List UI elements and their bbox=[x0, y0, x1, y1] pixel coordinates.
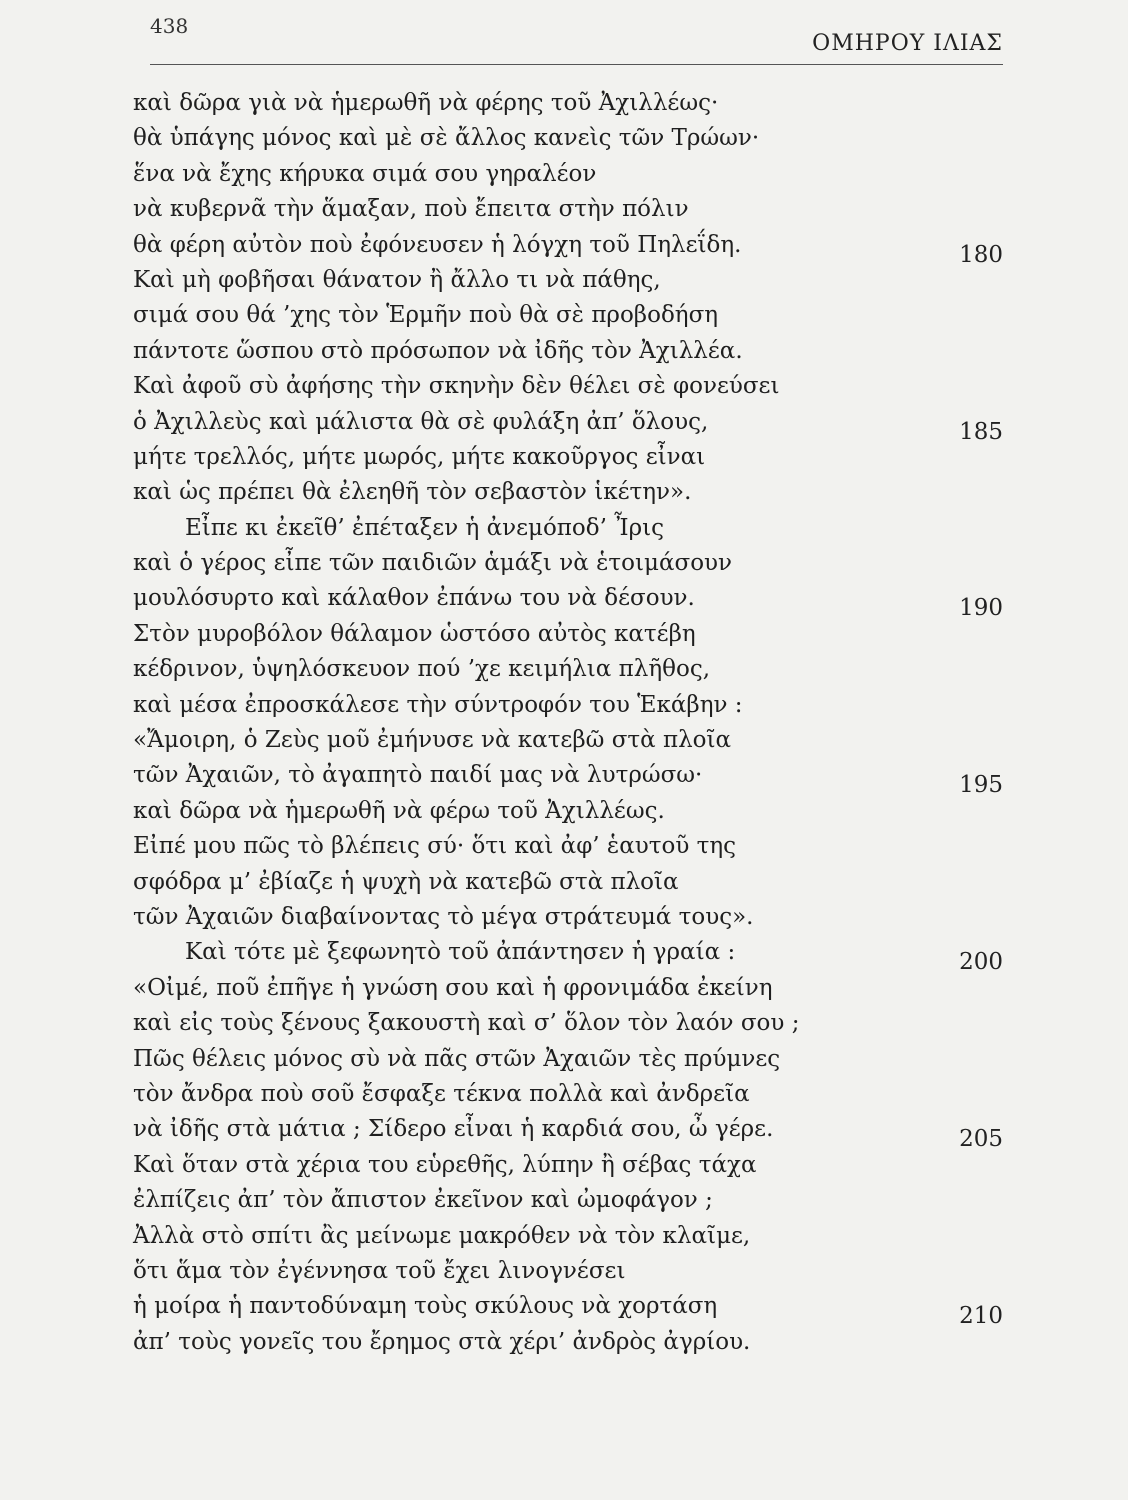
verse-row bbox=[133, 334, 1003, 369]
verse-line: ἐλπίζεις ἀπ’ τὸν ἄπιστον ἐκεῖνον καὶ ὠμοφάγον ; bbox=[133, 1187, 713, 1214]
verse-row bbox=[133, 688, 1003, 723]
verse-line: νὰ ἰδῆς στὰ μάτια ; Σίδερο εἶναι ἡ καρδιά σου, ὦ γέρε. bbox=[133, 1116, 774, 1143]
verse-line: κέδρινον, ὑψηλόσκευον πού ’χε κειμήλια πλῆθος, bbox=[133, 656, 711, 683]
verse-row bbox=[133, 121, 1003, 156]
verse-line: καὶ δῶρα νὰ ἡμερωθῆ νὰ φέρω τοῦ Ἀχιλλέως. bbox=[133, 797, 665, 824]
verse-row bbox=[133, 617, 1003, 652]
verse-line: Πῶς θέλεις μόνος σὺ νὰ πᾶς στῶν Ἀχαιῶν τὲς πρύμνες bbox=[133, 1045, 781, 1072]
verse-row bbox=[133, 546, 1003, 581]
verse-line: Καὶ τότε μὲ ξεφωνητὸ τοῦ ἀπάντησεν ἡ γραία : bbox=[185, 939, 736, 966]
line-number: 190 bbox=[959, 595, 1003, 622]
verse-row bbox=[133, 900, 1003, 935]
verse-row bbox=[133, 228, 1003, 268]
line-number: 205 bbox=[959, 1126, 1003, 1153]
verse-line: Στὸν μυροβόλον θάλαμον ὡστόσο αὐτὸς κατέβη bbox=[133, 620, 696, 647]
verse-row bbox=[133, 1325, 1003, 1360]
verse-line: θὰ ὑπάγης μόνος καὶ μὲ σὲ ἄλλος κανεὶς τῶν Τρώων· bbox=[133, 125, 760, 152]
verse-line: πάντοτε ὥσπου στὸ πρόσωπον νὰ ἰδῆς τὸν Ἀχιλλέα. bbox=[133, 337, 743, 364]
verse-row bbox=[133, 581, 1003, 622]
page-number: 438 bbox=[150, 14, 189, 38]
verse-line: Καὶ ὅταν στὰ χέρια του εὑρεθῆς, λύπην ἢ σέβας τάχα bbox=[133, 1151, 757, 1178]
verse-row bbox=[133, 794, 1003, 829]
header-rule bbox=[150, 64, 1003, 65]
verse-line: σιμά σου θά ’χης τὸν Ἑρμῆν ποὺ θὰ σὲ προβοδήση bbox=[133, 302, 719, 329]
verse-line: ἡ μοίρα ἡ παντοδύναμη τοὺς σκύλους νὰ χορτάση bbox=[133, 1293, 718, 1320]
verse-text-block bbox=[133, 86, 1003, 1360]
verse-row bbox=[133, 405, 1003, 445]
verse-line: τὸν ἄνδρα ποὺ σοῦ ἔσφαξε τέκνα πολλὰ καὶ ἀνδρεῖα bbox=[133, 1080, 750, 1107]
line-number: 180 bbox=[959, 241, 1003, 268]
verse-line: ὁ Ἀχιλλεὺς καὶ μάλιστα θὰ σὲ φυλάξη ἀπ’ ὅλους, bbox=[133, 408, 709, 435]
verse-row bbox=[133, 511, 1003, 546]
verse-line: Καὶ ἀφοῦ σὺ ἀφήσης τὴν σκηνὴν δὲν θέλει σὲ φονεύσει bbox=[133, 373, 780, 400]
verse-row bbox=[133, 1077, 1003, 1112]
verse-row bbox=[133, 86, 1003, 121]
verse-line: καὶ δῶρα γιὰ νὰ ἡμερωθῆ νὰ φέρης τοῦ Ἀχιλλέως· bbox=[133, 90, 719, 116]
verse-row bbox=[133, 829, 1003, 864]
verse-row bbox=[133, 1254, 1003, 1289]
line-number: 200 bbox=[959, 949, 1003, 976]
line-number: 195 bbox=[959, 772, 1003, 799]
verse-row bbox=[133, 298, 1003, 333]
verse-line: καὶ εἰς τοὺς ξένους ξακουστὴ καὶ σ’ ὅλον τὸν λαόν σου ; bbox=[133, 1010, 800, 1037]
verse-line: τῶν Ἀχαιῶν διαβαίνοντας τὸ μέγα στράτευμά τους». bbox=[133, 903, 754, 930]
verse-line: ὅτι ἅμα τὸν ἐγέννησα τοῦ ἔχει λινογνέσει bbox=[133, 1257, 626, 1284]
verse-row bbox=[133, 1006, 1003, 1041]
verse-line: Καὶ μὴ φοβῆσαι θάνατον ἢ ἄλλο τι νὰ πάθης, bbox=[133, 266, 661, 293]
verse-line: Εἶπε κι ἐκεῖθ’ ἐπέταξεν ἡ ἀνεμόποδ’ Ἶρις bbox=[185, 514, 664, 541]
verse-row bbox=[133, 369, 1003, 404]
verse-row bbox=[133, 1112, 1003, 1153]
verse-line: θὰ φέρη αὐτὸν ποὺ ἐφόνευσεν ἡ λόγχη τοῦ Πηλεΐδη. bbox=[133, 231, 742, 258]
running-head: ΟΜΗΡΟΥ ΙΛΙΑΣ bbox=[812, 31, 1003, 56]
verse-row bbox=[133, 440, 1003, 475]
verse-row bbox=[133, 935, 1003, 976]
verse-line: Εἰπέ μου πῶς τὸ βλέπεις σύ· ὅτι καὶ ἀφ’ ἑαυτοῦ της bbox=[133, 833, 737, 860]
verse-line: ἕνα νὰ ἔχης κήρυκα σιμά σου γηραλέον bbox=[133, 160, 597, 187]
verse-row bbox=[133, 758, 1003, 799]
verse-row bbox=[133, 1183, 1003, 1218]
verse-row bbox=[133, 1042, 1003, 1077]
verse-line: μήτε τρελλός, μήτε μωρός, μήτε κακοῦργος εἶναι bbox=[133, 443, 706, 470]
verse-line: «Οἰμέ, ποῦ ἐπῆγε ἡ γνώση σου καὶ ἡ φρονιμάδα ἐκείνη bbox=[133, 974, 773, 1001]
verse-line: μουλόσυρτο καὶ κάλαθον ἐπάνω του νὰ δέσουν. bbox=[133, 585, 695, 612]
verse-line: Ἀλλὰ στὸ σπίτι ἂς μείνωμε μακρόθεν νὰ τὸν κλαῖμε, bbox=[133, 1222, 751, 1249]
verse-row bbox=[133, 865, 1003, 900]
verse-row bbox=[133, 723, 1003, 758]
verse-row bbox=[133, 1289, 1003, 1330]
verse-row bbox=[133, 1219, 1003, 1254]
verse-row bbox=[133, 971, 1003, 1006]
verse-row bbox=[133, 157, 1003, 192]
verse-line: καὶ ὁ γέρος εἶπε τῶν παιδιῶν ἁμάξι νὰ ἑτοιμάσουν bbox=[133, 550, 732, 577]
verse-row bbox=[133, 475, 1003, 510]
verse-line: σφόδρα μ’ ἐβίαζε ἡ ψυχὴ νὰ κατεβῶ στὰ πλοῖα bbox=[133, 868, 679, 895]
verse-line: τῶν Ἀχαιῶν, τὸ ἀγαπητὸ παιδί μας νὰ λυτρώσω· bbox=[133, 762, 703, 789]
line-number: 185 bbox=[959, 418, 1003, 445]
verse-line: «Ἄμοιρη, ὁ Ζεὺς μοῦ ἐμήνυσε νὰ κατεβῶ στὰ πλοῖα bbox=[133, 727, 732, 754]
verse-row bbox=[133, 1148, 1003, 1183]
verse-line: ἀπ’ τοὺς γονεῖς του ἔρημος στὰ χέρι’ ἀνδρὸς ἀγρίου. bbox=[133, 1328, 751, 1355]
line-number: 210 bbox=[959, 1303, 1003, 1330]
verse-row bbox=[133, 192, 1003, 227]
verse-line: καὶ ὡς πρέπει θὰ ἐλεηθῆ τὸν σεβαστὸν ἱκέτην». bbox=[133, 479, 692, 506]
verse-row bbox=[133, 263, 1003, 298]
verse-row bbox=[133, 652, 1003, 687]
verse-line: νὰ κυβερνᾶ τὴν ἅμαξαν, ποὺ ἔπειτα στὴν πόλιν bbox=[133, 196, 689, 223]
verse-line: καὶ μέσα ἐπροσκάλεσε τὴν σύντροφόν του Ἑκάβην : bbox=[133, 691, 743, 718]
